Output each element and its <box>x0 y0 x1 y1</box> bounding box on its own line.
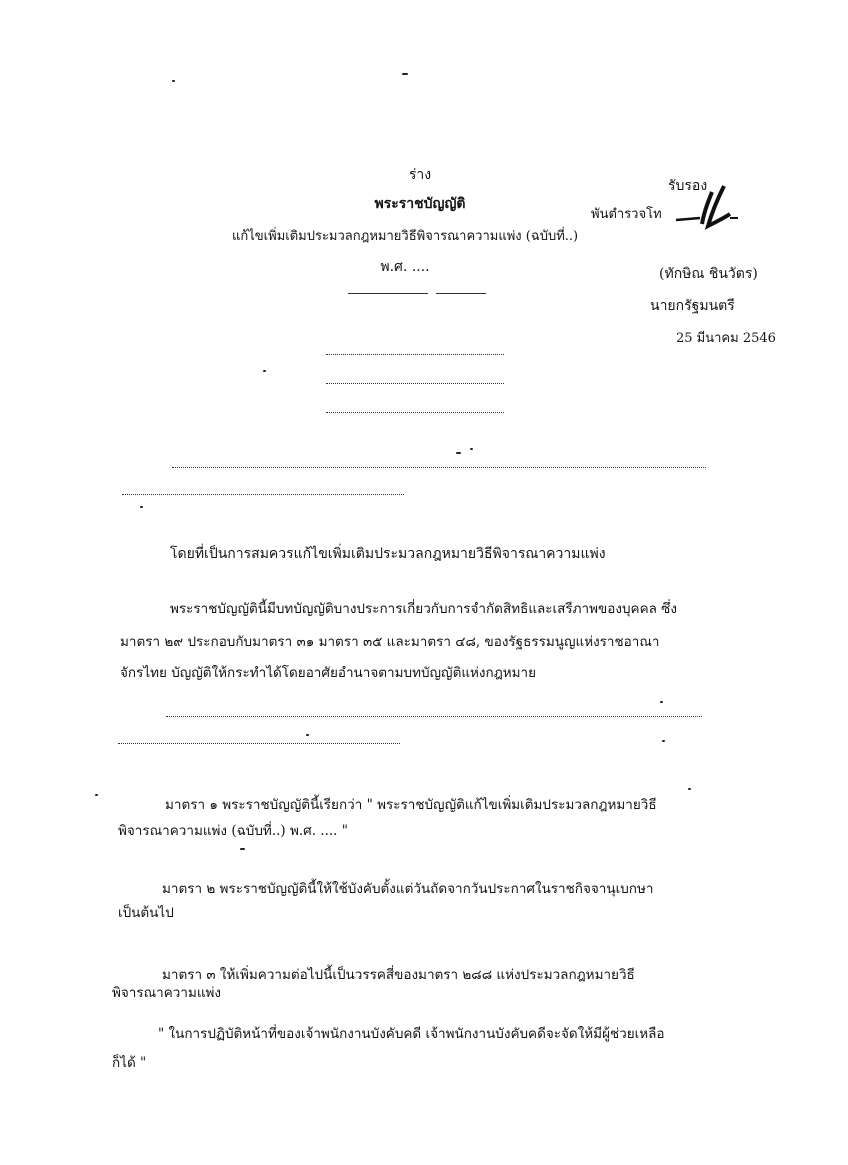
scan-speck <box>402 73 408 75</box>
dotted-line <box>326 383 504 384</box>
title-rule-left <box>348 293 428 294</box>
signature <box>672 182 744 230</box>
title-rule-right <box>436 293 486 294</box>
endorser-name: (ทักษิณ ชินวัตร) <box>659 266 758 282</box>
rights-line: พระราชบัญญัตินี้มีบทบัญญัติบางประการเกี่ยวกับการจำกัดสิทธิและเสรีภาพของบุคคล ซึ่ง <box>170 601 677 617</box>
rights-line: จักรไทย บัญญัติให้กระทำได้โดยอาศัยอำนาจตามบทบัญญัติแห่งกฎหมาย <box>120 665 537 681</box>
section-3-line: พิจารณาความแพ่ง <box>112 985 222 1001</box>
act-title: พระราชบัญญัติ <box>374 196 466 212</box>
year-label: พ.ศ. .... <box>380 259 430 275</box>
scan-speck <box>660 701 663 703</box>
dotted-line <box>326 354 504 355</box>
scan-speck <box>688 788 691 790</box>
endorser-position: นายกรัฐมนตรี <box>650 298 735 314</box>
scan-speck <box>470 448 473 450</box>
dotted-line <box>326 412 504 413</box>
quote-line: " ในการปฏิบัติหน้าที่ของเจ้าพนักงานบังคับคดี เจ้าพนักงานบังคับคดีจะจัดให้มีผู้ช่วยเหลือ <box>158 1026 665 1042</box>
rights-line: มาตรา ๒๙ ประกอบกับมาตรา ๓๑ มาตรา ๓๕ และมาตรา ๔๘, ของรัฐธรรมนูญแห่งราชอาณา <box>120 634 660 650</box>
scan-speck <box>140 506 143 508</box>
scan-speck <box>172 80 175 82</box>
quote-line: ก็ได้ " <box>112 1055 147 1071</box>
section-3-line: มาตรา ๓ ให้เพิ่มความต่อไปนี้เป็นวรรคสี่ของมาตรา ๒๘๘ แห่งประมวลกฎหมายวิธี <box>162 967 635 983</box>
preamble: โดยที่เป็นการสมควรแก้ไขเพิ่มเติมประมวลกฎหมายวิธีพิจารณาความแพ่ง <box>170 546 606 562</box>
section-1-line: พิจารณาความแพ่ง (ฉบับที่..) พ.ศ. .... " <box>118 823 348 839</box>
endorse-label: รับรอง <box>668 178 708 194</box>
scan-speck <box>662 740 665 742</box>
dotted-line <box>122 494 404 495</box>
dotted-line <box>172 467 706 468</box>
scan-speck <box>306 734 309 736</box>
dotted-line <box>166 716 702 717</box>
section-2-line: มาตรา ๒ พระราชบัญญัตินี้ให้ใช้บังคับตั้งแต่วันถัดจากวันประกาศในราชกิจจานุเบกษา <box>162 881 654 897</box>
scan-speck <box>95 794 98 796</box>
section-1-line: มาตรา ๑ พระราชบัญญัตินี้เรียกว่า " พระราชบัญญัติแก้ไขเพิ่มเติมประมวลกฎหมายวิธี <box>165 797 657 813</box>
scan-speck <box>456 452 461 454</box>
dotted-line <box>118 743 400 744</box>
scan-speck <box>263 370 266 372</box>
draft-label: ร่าง <box>408 167 432 183</box>
section-2-line: เป็นต้นไป <box>118 905 174 921</box>
signer-prefix: พันตำรวจโท <box>591 207 662 222</box>
scan-speck <box>240 848 245 850</box>
amend-title: แก้ไขเพิ่มเติมประมวลกฎหมายวิธีพิจารณาความแพ่ง (ฉบับที่..) <box>232 229 579 244</box>
endorse-date: 25 มีนาคม 2546 <box>676 331 776 346</box>
